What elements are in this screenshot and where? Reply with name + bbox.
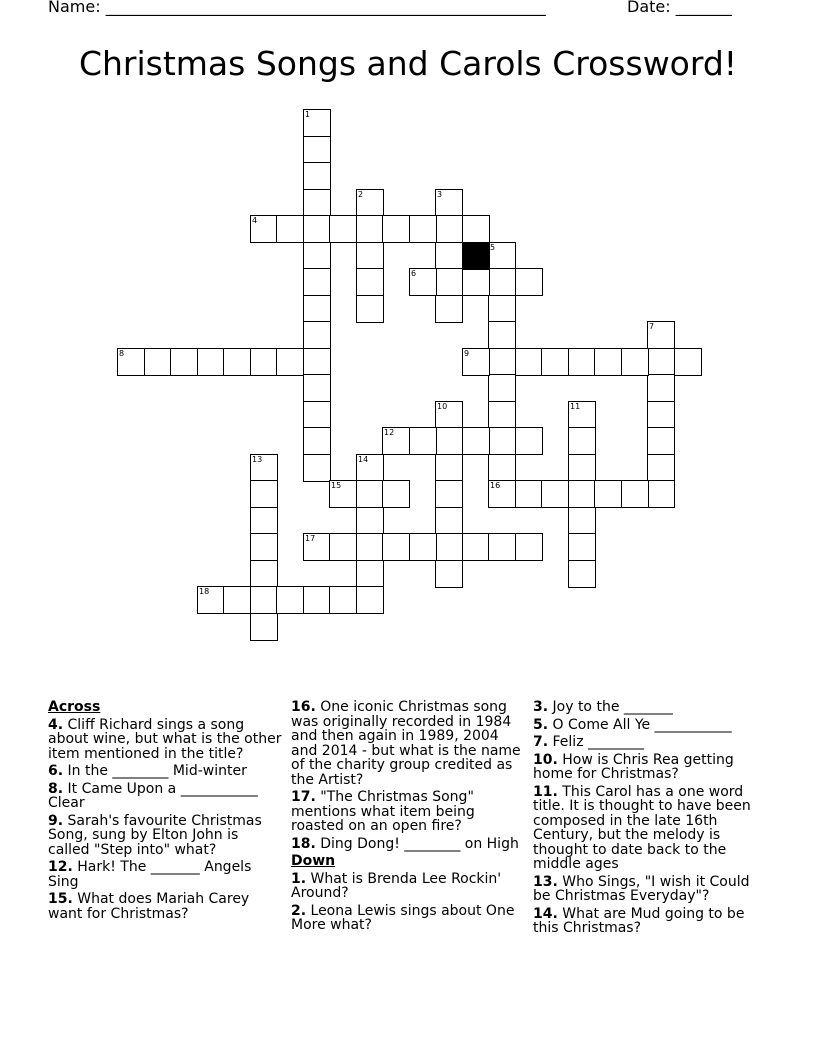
clue-number: 16	[490, 481, 501, 490]
grid-cell[interactable]	[647, 454, 675, 482]
grid-cell[interactable]	[303, 401, 331, 429]
grid-cell[interactable]	[329, 480, 357, 508]
grid-cell[interactable]	[356, 507, 384, 535]
grid-cell[interactable]	[356, 268, 384, 296]
grid-cell[interactable]	[435, 189, 463, 217]
clue-number-label: 2.	[291, 902, 307, 919]
clue-item	[291, 904, 527, 933]
grid-cell[interactable]	[462, 348, 490, 376]
clue-number-label: 14.	[533, 905, 558, 922]
clue-item	[291, 700, 527, 787]
grid-cell[interactable]	[435, 401, 463, 429]
clue-item	[48, 764, 284, 779]
grid-cell[interactable]	[647, 348, 675, 376]
clues-column-3	[533, 700, 769, 939]
grid-cell[interactable]	[250, 348, 278, 376]
grid-cell[interactable]	[197, 586, 225, 614]
grid-cell[interactable]	[329, 586, 357, 614]
grid-cell[interactable]	[462, 215, 490, 243]
grid-cell[interactable]	[594, 480, 622, 508]
clue-number: 9	[464, 349, 470, 358]
clue-number-label: 12.	[48, 859, 73, 875]
grid-cell[interactable]	[382, 427, 410, 455]
clue-text: Sarah's favourite Christmas Song, sung by Elton John is called "Step into" what?	[48, 812, 262, 858]
grid-cell[interactable]	[435, 533, 463, 561]
clue-number: 2	[358, 190, 364, 199]
clue-text: O Come All Ye ___________	[552, 716, 732, 733]
clue-item	[291, 790, 527, 834]
clue-text: One iconic Christmas song was originally recorded in 1984 and then again in 1989, 2004 and 2014 - but what is the name of the charity group credited as the Artist?	[291, 699, 521, 788]
grid-cell[interactable]	[488, 454, 516, 482]
grid-cell[interactable]	[303, 295, 331, 323]
clue-item	[291, 872, 527, 901]
grid-cell[interactable]	[488, 242, 516, 270]
grid-cell[interactable]	[568, 533, 596, 561]
clue-item	[533, 785, 769, 872]
grid-cell[interactable]	[435, 268, 463, 296]
grid-cell[interactable]	[488, 401, 516, 429]
clue-item	[533, 700, 769, 715]
grid-cell[interactable]	[250, 215, 278, 243]
clue-number-label: 15.	[48, 891, 73, 907]
grid-cell[interactable]	[250, 560, 278, 588]
grid-cell[interactable]	[568, 507, 596, 535]
grid-cell[interactable]	[568, 401, 596, 429]
clue-number-label: 10.	[533, 751, 558, 768]
grid-cell[interactable]	[170, 348, 198, 376]
clue-number: 12	[384, 428, 395, 437]
grid-cell[interactable]	[647, 401, 675, 429]
grid-cell[interactable]	[515, 268, 543, 296]
clue-item	[533, 753, 769, 782]
clue-number-label: 5.	[533, 716, 549, 733]
grid-cell[interactable]	[409, 268, 437, 296]
grid-cell[interactable]	[303, 242, 331, 270]
down-heading: Down	[291, 853, 336, 869]
clue-text: Feliz ________	[552, 734, 644, 750]
clue-item	[291, 837, 527, 852]
grid-cell[interactable]	[409, 427, 437, 455]
clue-number-label: 16.	[291, 699, 316, 715]
grid-cell[interactable]	[515, 533, 543, 561]
clue-text: Leona Lewis sings about One More what?	[291, 902, 515, 933]
grid-cell[interactable]	[488, 268, 516, 296]
grid-cell[interactable]	[356, 189, 384, 217]
grid-cell[interactable]	[515, 480, 543, 508]
clue-item	[48, 814, 284, 858]
clue-item	[48, 860, 284, 889]
grid-cell[interactable]	[409, 533, 437, 561]
clue-number: 6	[411, 269, 417, 278]
grid-cell[interactable]	[435, 454, 463, 482]
clue-item	[48, 892, 284, 921]
grid-cell[interactable]	[647, 480, 675, 508]
grid-cell[interactable]	[488, 348, 516, 376]
clue-number: 1	[305, 110, 311, 119]
clue-text: In the ________ Mid-winter	[67, 763, 247, 779]
grid-cell[interactable]	[435, 215, 463, 243]
clue-number-label: 9.	[48, 812, 64, 829]
grid-cell[interactable]	[382, 215, 410, 243]
across-heading: Across	[48, 699, 101, 715]
grid-cell[interactable]	[409, 215, 437, 243]
clue-number: 4	[252, 216, 258, 225]
grid-cell[interactable]	[356, 586, 384, 614]
grid-cell[interactable]	[356, 295, 384, 323]
grid-cell[interactable]	[382, 533, 410, 561]
clue-number-label: 3.	[533, 699, 549, 715]
grid-cell[interactable]	[435, 242, 463, 270]
clue-text: Ding Dong! ________ on High	[320, 835, 519, 852]
clue-text: What are Mud going to be this Christmas?	[533, 905, 745, 936]
grid-cell[interactable]	[356, 242, 384, 270]
clue-text: It Came Upon a ___________ Clear	[48, 780, 258, 811]
grid-cell[interactable]	[250, 586, 278, 614]
clue-number-label: 1.	[291, 870, 307, 887]
black-cell	[462, 242, 490, 270]
grid-cell[interactable]	[303, 533, 331, 561]
grid-cell[interactable]	[329, 533, 357, 561]
clue-text: What does Mariah Carey want for Christmas?	[48, 891, 250, 922]
name-label: Name:	[48, 0, 101, 16]
grid-cell[interactable]	[303, 136, 331, 164]
grid-cell[interactable]	[435, 480, 463, 508]
grid-cell[interactable]	[674, 348, 702, 376]
clue-text: Hark! The _______ Angels Sing	[48, 859, 252, 890]
grid-cell[interactable]	[356, 533, 384, 561]
clue-number-label: 11.	[533, 783, 558, 800]
grid-cell[interactable]	[303, 586, 331, 614]
clue-number-label: 4.	[48, 716, 64, 733]
clue-number: 15	[331, 481, 342, 490]
clue-text: How is Chris Rea getting home for Christmas?	[533, 751, 734, 782]
grid-cell[interactable]	[356, 560, 384, 588]
grid-cell[interactable]	[250, 533, 278, 561]
grid-cell[interactable]	[621, 480, 649, 508]
clue-number: 11	[570, 402, 581, 411]
grid-cell[interactable]	[303, 109, 331, 137]
grid-cell[interactable]	[541, 348, 569, 376]
grid-cell[interactable]	[276, 348, 304, 376]
grid-cell[interactable]	[594, 348, 622, 376]
clues-column-1	[48, 700, 284, 924]
grid-cell[interactable]	[117, 348, 145, 376]
clue-item	[48, 782, 284, 811]
clue-number: 18	[199, 587, 210, 596]
grid-cell[interactable]	[250, 480, 278, 508]
grid-cell[interactable]	[223, 348, 251, 376]
grid-cell[interactable]	[250, 507, 278, 535]
grid-cell[interactable]	[462, 533, 490, 561]
puzzle-title: Christmas Songs and Carols Crossword!	[78, 44, 738, 83]
clue-number: 5	[490, 243, 496, 252]
clue-item	[48, 718, 284, 762]
clue-text: Cliff Richard sings a song about wine, but what is the other item mentioned in the title?	[48, 716, 282, 762]
grid-cell[interactable]	[303, 427, 331, 455]
grid-cell[interactable]	[329, 215, 357, 243]
grid-cell[interactable]	[435, 507, 463, 535]
grid-cell[interactable]	[488, 480, 516, 508]
grid-cell[interactable]	[303, 321, 331, 349]
grid-cell[interactable]	[488, 295, 516, 323]
clue-number-label: 17.	[291, 789, 316, 805]
grid-cell[interactable]	[197, 348, 225, 376]
grid-cell[interactable]	[250, 454, 278, 482]
grid-cell[interactable]	[435, 427, 463, 455]
grid-cell[interactable]	[647, 374, 675, 402]
grid-cell[interactable]	[515, 427, 543, 455]
grid-cell[interactable]	[621, 348, 649, 376]
grid-cell[interactable]	[303, 215, 331, 243]
clue-number: 14	[358, 455, 369, 464]
clue-number: 17	[305, 534, 316, 543]
clue-number-label: 6.	[48, 763, 64, 779]
grid-cell[interactable]	[144, 348, 172, 376]
clue-number-label: 8.	[48, 780, 64, 797]
grid-cell[interactable]	[462, 427, 490, 455]
date-label: Date:	[627, 0, 671, 16]
clue-number: 10	[437, 402, 448, 411]
clue-number: 8	[119, 349, 125, 358]
grid-cell[interactable]	[223, 586, 251, 614]
clue-item	[533, 875, 769, 904]
grid-cell[interactable]	[356, 215, 384, 243]
grid-cell[interactable]	[382, 480, 410, 508]
grid-cell[interactable]	[647, 427, 675, 455]
grid-cell[interactable]	[568, 348, 596, 376]
clue-text: Joy to the _______	[552, 699, 673, 715]
clue-number: 13	[252, 455, 263, 464]
grid-cell[interactable]	[276, 586, 304, 614]
grid-cell[interactable]	[488, 321, 516, 349]
grid-cell[interactable]	[568, 454, 596, 482]
grid-cell[interactable]	[303, 189, 331, 217]
grid-cell[interactable]	[250, 613, 278, 641]
clue-number: 7	[649, 322, 655, 331]
grid-cell[interactable]	[541, 480, 569, 508]
grid-cell[interactable]	[568, 427, 596, 455]
date-blank[interactable]: _______	[675, 0, 732, 16]
grid-cell[interactable]	[488, 374, 516, 402]
clue-item	[533, 718, 769, 733]
grid-cell[interactable]	[356, 454, 384, 482]
grid-cell[interactable]	[303, 348, 331, 376]
grid-cell[interactable]	[303, 162, 331, 190]
grid-cell[interactable]	[568, 560, 596, 588]
clue-text: "The Christmas Song" mentions what item being roasted on an open fire?	[291, 789, 475, 834]
clue-number-label: 13.	[533, 873, 558, 890]
clue-number-label: 7.	[533, 734, 549, 750]
clue-item	[533, 735, 769, 750]
grid-cell[interactable]	[303, 268, 331, 296]
grid-cell[interactable]	[276, 215, 304, 243]
grid-cell[interactable]	[356, 480, 384, 508]
clue-number: 3	[437, 190, 443, 199]
grid-cell[interactable]	[515, 348, 543, 376]
grid-cell[interactable]	[568, 480, 596, 508]
grid-cell[interactable]	[462, 268, 490, 296]
clue-number-label: 18.	[291, 835, 316, 852]
grid-cell[interactable]	[488, 533, 516, 561]
grid-cell[interactable]	[435, 295, 463, 323]
clue-text: This Carol has a one word title. It is thought to have been composed in the late 16th Century, but the melody is thought to date back to the middle ages	[533, 783, 751, 872]
grid-cell[interactable]	[303, 454, 331, 482]
clue-text: What is Brenda Lee Rockin' Around?	[291, 870, 502, 901]
clues-column-2	[291, 700, 527, 936]
grid-cell[interactable]	[435, 560, 463, 588]
name-blank[interactable]: _______________________________________________________	[105, 0, 546, 16]
grid-cell[interactable]	[647, 321, 675, 349]
grid-cell[interactable]	[303, 374, 331, 402]
clue-text: Who Sings, "I wish it Could be Christmas Everyday"?	[533, 873, 750, 904]
clue-item	[533, 907, 769, 936]
grid-cell[interactable]	[488, 427, 516, 455]
